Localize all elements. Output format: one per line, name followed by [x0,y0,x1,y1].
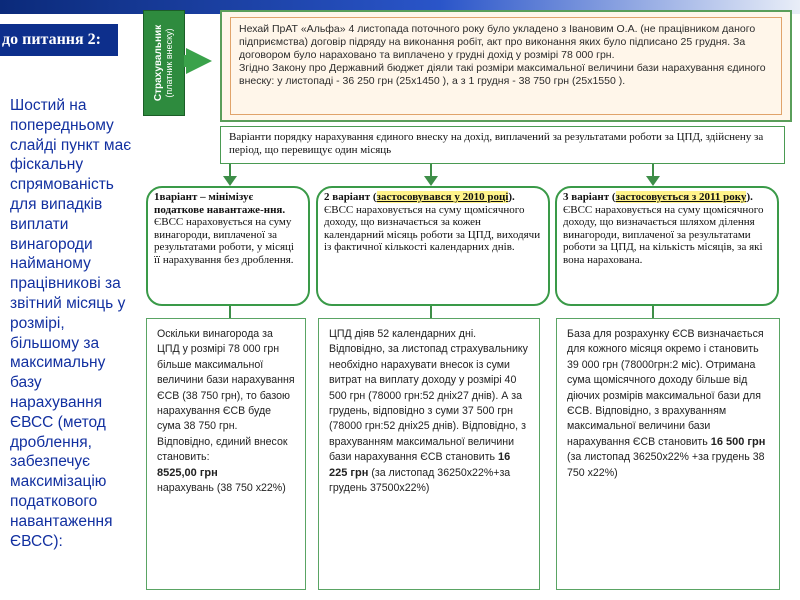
section-tab: до питання 2: [0,24,118,56]
scenario-text: Нехай ПрАТ «Альфа» 4 листопада поточного року було укладено з Івановим О.А. (не працівником даного підприємства) договір підряду на виконання робіт, акт про виконання яких було підписано 25 грудня. За договором було нараховано та виплачено у грудні дохід у розмірі 78 000 грн. [239,23,756,61]
example-1-text: Оскільки винагорода за ЦПД у розмірі 78 000 грн більше максимальної величини бази нарахування ЄСВ (38 750 грн), то базою нарахування ЄСВ буде сума 38 750 грн. Відповідно, єдиний внесок становить: [157,328,295,464]
variant-2-head [324,191,515,203]
payer-title: Страхувальник [153,24,164,102]
example-3-tail: (за листопад 36250х22% +за грудень 38 750 х22%) [567,451,765,479]
example-2-box [318,318,540,590]
example-1-tail: нарахувань (38 750 х22%) [157,482,286,495]
connector [652,164,654,176]
example-2-amount: 16 225 грн [329,451,511,479]
scenario-text-2: Згідно Закону про Державний бюджет діяли такі розміри максимальної величини бази нарахування єдиного внеску: у листопаді - 36 250 грн (25х1450 ), а з 1 грудня - 38 750 грн (25х1550 ). [239,62,766,87]
scenario-inner [230,17,782,115]
example-3-amount: 16 500 грн [710,435,766,448]
payer-label [153,25,175,101]
payer-box [143,10,185,116]
example-2-tail: (за листопад 36250х22%+за грудень 37500х22%) [329,466,511,495]
connector [229,164,231,176]
variant-3-head-post: ). [746,191,753,203]
variant-2-head-post: ). [508,191,515,203]
scenario-box [220,10,792,122]
example-2-text: ЦПД діяв 52 календарних дні. Відповідно, за листопад страхувальнику необхідно нарахувати внесок із суми витрат на виплату доходу у розмірі 40 500 грн (78000 грн:52 днiх27 днів). А за грудень, відповідно з суми 37 500 грн (78000 грн:52 днiх25 днів). Відповідно, з врахуванням максимальної величини бази нарахування ЄСВ становить [329,328,528,464]
variant-3-body: ЄВСС нараховується на суму щомісячного доходу, що визначається шляхом ділення винагороди, виплаченої за результатами роботи за ЦПД, на кількість місяців, за які вона нарахована. [563,203,764,266]
variant-2-head-pre: 2 варіант ( [324,191,377,203]
variant-3-box [555,186,779,306]
variant-3-head-highlight: застосовується з 2011 року [615,191,747,203]
example-1-amount: 8525,00 грн [157,466,218,479]
arrow-down-icon [223,176,237,186]
example-1-box [146,318,306,590]
connector [430,164,432,176]
variant-3-head [563,191,753,203]
example-3-box [556,318,780,590]
variant-1-head: 1варіант – мінімізує податкове навантаже-ння. [154,191,286,216]
variant-2-head-highlight: застосовувався у 2010 році [376,191,509,203]
connector [430,306,432,318]
variant-3-head-pre: 3 варіант ( [563,191,616,203]
arrow-right-icon [186,48,212,74]
variants-title: Варіанти порядку нарахування єдиного внеску на дохід, виплачений за результатами роботи за ЦПД, здійснену за період, що перевищує один місяць [220,126,785,164]
arrow-down-icon [424,176,438,186]
variant-1-box [146,186,310,306]
variant-2-body: ЄВСС нараховується на суму щомісячного доходу, що визначається за кожен календарний місяць роботи за ЦПД, виходячи із фактичної кількості календарних днів. [324,203,541,254]
variant-2-box [316,186,550,306]
connector [652,306,654,318]
connector [229,306,231,318]
example-3-text: База для розрахунку ЄСВ визначається для кожного місяця окремо і становить 39 000 грн (78000грн:2 міс). Отримана сума щомісячного доходу більше від діючих розмірів максимальної бази для ЄСВ. Відповідно, з врахуванням максимальної величини бази нарахування ЄСВ становить [567,328,764,448]
variant-1-body: ЄВСС нараховується на суму винагороди, виплаченої за результатами роботи, у місяці її нарахування без дроблення. [154,216,294,266]
sidebar-text: Шостий на попередньому слайді пункт має фіскальну спрямованість для випадків виплати винагороди найманому працівникові за звітний місяць у розмірі, більшому за максимальну базу нарахування ЄВСС (метод дроблення, забезпечує максимізацію податкового навантаження ЄВСС): [10,97,132,550]
arrow-down-icon [646,176,660,186]
payer-subtitle: (платник внеску) [164,28,174,98]
